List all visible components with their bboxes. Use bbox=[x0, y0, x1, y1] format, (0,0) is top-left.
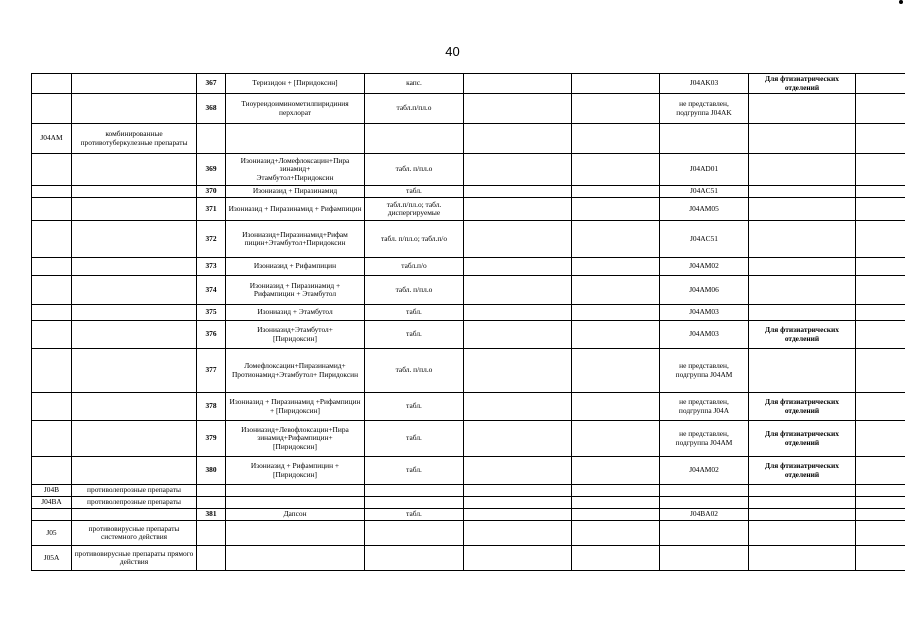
row-number-cell: 371 bbox=[197, 198, 226, 221]
drug-name-cell: Изониазид + Рифампицин bbox=[226, 258, 365, 276]
empty-cell bbox=[464, 546, 572, 571]
atc-reference-cell bbox=[660, 546, 749, 571]
atc-reference-cell bbox=[660, 497, 749, 509]
dosage-form-cell: табл.п/пл.о bbox=[365, 94, 464, 124]
empty-cell bbox=[856, 349, 905, 393]
empty-cell bbox=[572, 276, 660, 305]
atc-code-cell: J05A bbox=[32, 546, 72, 571]
atc-reference-cell: J04AM02 bbox=[660, 457, 749, 485]
atc-reference-cell: J04AM03 bbox=[660, 305, 749, 321]
group-name-cell bbox=[72, 349, 197, 393]
table-row bbox=[32, 305, 905, 321]
dosage-form-cell bbox=[365, 124, 464, 154]
drug-name-cell bbox=[226, 124, 365, 154]
atc-code-cell bbox=[32, 221, 72, 258]
drug-name-cell: Теризидон + [Пиридоксин] bbox=[226, 74, 365, 94]
row-number-cell: 380 bbox=[197, 457, 226, 485]
note-cell: Для фтизиатрических отделений bbox=[749, 393, 856, 421]
empty-cell bbox=[464, 276, 572, 305]
note-cell bbox=[749, 186, 856, 198]
empty-cell bbox=[572, 421, 660, 457]
empty-cell bbox=[856, 305, 905, 321]
empty-cell bbox=[464, 509, 572, 521]
note-cell bbox=[749, 154, 856, 186]
drug-name-cell: Ломефлоксацин+Пиразинамид+ Протионамид+Этамбутол+ Пиридоксин bbox=[226, 349, 365, 393]
group-name-cell bbox=[72, 74, 197, 94]
row-number-cell: 372 bbox=[197, 221, 226, 258]
atc-code-cell bbox=[32, 94, 72, 124]
atc-code-cell bbox=[32, 258, 72, 276]
atc-code-cell bbox=[32, 393, 72, 421]
drug-name-cell bbox=[226, 497, 365, 509]
note-cell bbox=[749, 485, 856, 497]
group-name-cell bbox=[72, 276, 197, 305]
atc-code-cell bbox=[32, 321, 72, 349]
atc-code-cell bbox=[32, 154, 72, 186]
atc-reference-cell: J04AM06 bbox=[660, 276, 749, 305]
atc-code-cell bbox=[32, 276, 72, 305]
row-number-cell bbox=[197, 124, 226, 154]
table-row bbox=[32, 154, 905, 186]
dosage-form-cell bbox=[365, 485, 464, 497]
empty-cell bbox=[464, 349, 572, 393]
row-number-cell: 379 bbox=[197, 421, 226, 457]
empty-cell bbox=[572, 74, 660, 94]
empty-cell bbox=[856, 154, 905, 186]
drug-name-cell: Изониазид+Левофлоксацин+Пира зинамид+Рифампицин+ [Пиридоксин] bbox=[226, 421, 365, 457]
empty-cell bbox=[464, 321, 572, 349]
atc-reference-cell: J04AC51 bbox=[660, 221, 749, 258]
empty-cell bbox=[856, 94, 905, 124]
atc-reference-cell: J04AC51 bbox=[660, 186, 749, 198]
empty-cell bbox=[464, 485, 572, 497]
empty-cell bbox=[856, 509, 905, 521]
dosage-form-cell: табл. bbox=[365, 509, 464, 521]
empty-cell bbox=[856, 221, 905, 258]
drug-name-cell: Тиоуреидоиминометилпиридиния перхлорат bbox=[226, 94, 365, 124]
row-number-cell bbox=[197, 485, 226, 497]
atc-code-cell bbox=[32, 509, 72, 521]
group-name-cell bbox=[72, 457, 197, 485]
empty-cell bbox=[856, 457, 905, 485]
drug-name-cell: Изониазид + Пиразинамид + Рифампицин + Этамбутол bbox=[226, 276, 365, 305]
dosage-form-cell bbox=[365, 546, 464, 571]
dosage-form-cell: табл. bbox=[365, 457, 464, 485]
atc-code-cell bbox=[32, 305, 72, 321]
row-number-cell: 369 bbox=[197, 154, 226, 186]
atc-code-cell bbox=[32, 74, 72, 94]
drug-name-cell: Изониазид + Этамбутол bbox=[226, 305, 365, 321]
empty-cell bbox=[464, 258, 572, 276]
atc-reference-cell bbox=[660, 521, 749, 546]
table-row bbox=[32, 457, 905, 485]
atc-reference-cell: не представлен, подгруппа J04AK bbox=[660, 94, 749, 124]
group-name-cell bbox=[72, 198, 197, 221]
empty-cell bbox=[856, 198, 905, 221]
empty-cell bbox=[572, 393, 660, 421]
table-row bbox=[32, 258, 905, 276]
empty-cell bbox=[856, 321, 905, 349]
empty-cell bbox=[464, 124, 572, 154]
dosage-form-cell: табл. bbox=[365, 186, 464, 198]
note-cell bbox=[749, 198, 856, 221]
row-number-cell: 368 bbox=[197, 94, 226, 124]
note-cell bbox=[749, 94, 856, 124]
table-row bbox=[32, 497, 905, 509]
note-cell bbox=[749, 521, 856, 546]
dosage-form-cell: табл.п/пл.о; табл. диспергируемые bbox=[365, 198, 464, 221]
table-row bbox=[32, 321, 905, 349]
row-number-cell: 367 bbox=[197, 74, 226, 94]
table-row bbox=[32, 509, 905, 521]
atc-reference-cell: J04BA02 bbox=[660, 509, 749, 521]
atc-code-cell bbox=[32, 457, 72, 485]
atc-reference-cell: J04AM05 bbox=[660, 198, 749, 221]
row-number-cell bbox=[197, 521, 226, 546]
atc-code-cell bbox=[32, 186, 72, 198]
note-cell bbox=[749, 305, 856, 321]
empty-cell bbox=[856, 521, 905, 546]
dosage-form-cell: капс. bbox=[365, 74, 464, 94]
dosage-form-cell: табл.п/о bbox=[365, 258, 464, 276]
dosage-form-cell bbox=[365, 521, 464, 546]
note-cell bbox=[749, 276, 856, 305]
empty-cell bbox=[856, 546, 905, 571]
note-cell bbox=[749, 221, 856, 258]
dosage-form-cell bbox=[365, 497, 464, 509]
empty-cell bbox=[572, 198, 660, 221]
empty-cell bbox=[856, 276, 905, 305]
dosage-form-cell: табл. bbox=[365, 421, 464, 457]
empty-cell bbox=[464, 186, 572, 198]
scan-edge-mark bbox=[899, 0, 903, 4]
table-row bbox=[32, 124, 905, 154]
note-cell bbox=[749, 497, 856, 509]
dosage-form-cell: табл. bbox=[365, 321, 464, 349]
table-row bbox=[32, 221, 905, 258]
group-name-cell bbox=[72, 258, 197, 276]
note-cell bbox=[749, 509, 856, 521]
row-number-cell: 373 bbox=[197, 258, 226, 276]
dosage-form-cell: табл. п/пл.о bbox=[365, 154, 464, 186]
dosage-form-cell: табл. bbox=[365, 305, 464, 321]
empty-cell bbox=[464, 457, 572, 485]
atc-code-cell: J04B bbox=[32, 485, 72, 497]
empty-cell bbox=[572, 521, 660, 546]
empty-cell bbox=[856, 186, 905, 198]
atc-reference-cell: J04AM03 bbox=[660, 321, 749, 349]
group-name-cell bbox=[72, 509, 197, 521]
empty-cell bbox=[856, 74, 905, 94]
empty-cell bbox=[464, 221, 572, 258]
table-row bbox=[32, 186, 905, 198]
drug-name-cell: Изониазид + Пиразинамид +Рифампицин + [Пиридоксин] bbox=[226, 393, 365, 421]
empty-cell bbox=[856, 497, 905, 509]
empty-cell bbox=[856, 124, 905, 154]
table-row bbox=[32, 94, 905, 124]
row-number-cell bbox=[197, 497, 226, 509]
drug-name-cell bbox=[226, 485, 365, 497]
note-cell: Для фтизиатрических отделений bbox=[749, 421, 856, 457]
dosage-form-cell: табл. bbox=[365, 393, 464, 421]
dosage-form-cell: табл. п/пл.о bbox=[365, 276, 464, 305]
group-name-cell bbox=[72, 186, 197, 198]
atc-reference-cell bbox=[660, 485, 749, 497]
empty-cell bbox=[572, 497, 660, 509]
empty-cell bbox=[464, 393, 572, 421]
empty-cell bbox=[572, 186, 660, 198]
table-row bbox=[32, 521, 905, 546]
empty-cell bbox=[856, 485, 905, 497]
empty-cell bbox=[464, 74, 572, 94]
empty-cell bbox=[572, 485, 660, 497]
note-cell bbox=[749, 546, 856, 571]
empty-cell bbox=[464, 198, 572, 221]
atc-reference-cell: не представлен, подгруппа J04AM bbox=[660, 421, 749, 457]
group-name-cell: противовирусные препараты прямого действия bbox=[72, 546, 197, 571]
empty-cell bbox=[572, 321, 660, 349]
note-cell: Для фтизиатрических отделений bbox=[749, 457, 856, 485]
group-name-cell: противовирусные препараты системного действия bbox=[72, 521, 197, 546]
table-row bbox=[32, 198, 905, 221]
atc-code-cell: J05 bbox=[32, 521, 72, 546]
atc-reference-cell: J04AD01 bbox=[660, 154, 749, 186]
row-number-cell: 374 bbox=[197, 276, 226, 305]
group-name-cell bbox=[72, 321, 197, 349]
empty-cell bbox=[856, 258, 905, 276]
group-name-cell: комбинированные противотуберкулезные препараты bbox=[72, 124, 197, 154]
atc-reference-cell bbox=[660, 124, 749, 154]
empty-cell bbox=[572, 124, 660, 154]
empty-cell bbox=[572, 258, 660, 276]
row-number-cell: 377 bbox=[197, 349, 226, 393]
empty-cell bbox=[572, 546, 660, 571]
row-number-cell: 378 bbox=[197, 393, 226, 421]
empty-cell bbox=[572, 94, 660, 124]
note-cell bbox=[749, 349, 856, 393]
empty-cell bbox=[572, 221, 660, 258]
drug-name-cell: Изониазид+Пиразинамид+Рифам пицин+Этамбутол+Пиридоксин bbox=[226, 221, 365, 258]
group-name-cell bbox=[72, 393, 197, 421]
table-row bbox=[32, 485, 905, 497]
empty-cell bbox=[856, 421, 905, 457]
group-name-cell bbox=[72, 154, 197, 186]
empty-cell bbox=[464, 497, 572, 509]
table-row bbox=[32, 421, 905, 457]
empty-cell bbox=[464, 421, 572, 457]
empty-cell bbox=[572, 154, 660, 186]
row-number-cell: 375 bbox=[197, 305, 226, 321]
table-row bbox=[32, 393, 905, 421]
drug-table bbox=[31, 73, 905, 571]
drug-name-cell: Изониазид+Этамбутол+ [Пиридоксин] bbox=[226, 321, 365, 349]
row-number-cell: 381 bbox=[197, 509, 226, 521]
note-cell: Для фтизиатрических отделений bbox=[749, 321, 856, 349]
empty-cell bbox=[572, 457, 660, 485]
group-name-cell: противолепрозные препараты bbox=[72, 497, 197, 509]
drug-name-cell bbox=[226, 521, 365, 546]
atc-code-cell bbox=[32, 198, 72, 221]
drug-name-cell bbox=[226, 546, 365, 571]
table-row bbox=[32, 546, 905, 571]
atc-code-cell: J04BA bbox=[32, 497, 72, 509]
empty-cell bbox=[572, 349, 660, 393]
empty-cell bbox=[464, 521, 572, 546]
atc-code-cell bbox=[32, 421, 72, 457]
row-number-cell: 376 bbox=[197, 321, 226, 349]
dosage-form-cell: табл. п/пл.о bbox=[365, 349, 464, 393]
atc-reference-cell: не представлен, подгруппа J04A bbox=[660, 393, 749, 421]
empty-cell bbox=[464, 154, 572, 186]
row-number-cell: 370 bbox=[197, 186, 226, 198]
drug-name-cell: Изониазид + Пиразинамид + Рифампицин bbox=[226, 198, 365, 221]
empty-cell bbox=[856, 393, 905, 421]
group-name-cell bbox=[72, 305, 197, 321]
page-number: 40 bbox=[445, 44, 460, 59]
atc-reference-cell: не представлен, подгруппа J04AM bbox=[660, 349, 749, 393]
empty-cell bbox=[572, 305, 660, 321]
drug-name-cell: Изониазид + Пиразинамид bbox=[226, 186, 365, 198]
row-number-cell bbox=[197, 546, 226, 571]
atc-reference-cell: J04AM02 bbox=[660, 258, 749, 276]
empty-cell bbox=[464, 305, 572, 321]
table-row bbox=[32, 349, 905, 393]
atc-reference-cell: J04AK03 bbox=[660, 74, 749, 94]
note-cell bbox=[749, 124, 856, 154]
table-row bbox=[32, 74, 905, 94]
empty-cell bbox=[572, 509, 660, 521]
note-cell: Для фтизиатрических отделений bbox=[749, 74, 856, 94]
group-name-cell bbox=[72, 94, 197, 124]
group-name-cell: противолепрозные препараты bbox=[72, 485, 197, 497]
group-name-cell bbox=[72, 421, 197, 457]
atc-code-cell: J04AM bbox=[32, 124, 72, 154]
group-name-cell bbox=[72, 221, 197, 258]
atc-code-cell bbox=[32, 349, 72, 393]
table-row bbox=[32, 276, 905, 305]
drug-name-cell: Дапсон bbox=[226, 509, 365, 521]
dosage-form-cell: табл. п/пл.о; табл.п/о bbox=[365, 221, 464, 258]
note-cell bbox=[749, 258, 856, 276]
drug-name-cell: Изониазид + Рифампицин + [Пиридоксин] bbox=[226, 457, 365, 485]
drug-name-cell: Изониазид+Ломефлоксацин+Пира зинамид+ Этамбутол+Пиридоксин bbox=[226, 154, 365, 186]
empty-cell bbox=[464, 94, 572, 124]
